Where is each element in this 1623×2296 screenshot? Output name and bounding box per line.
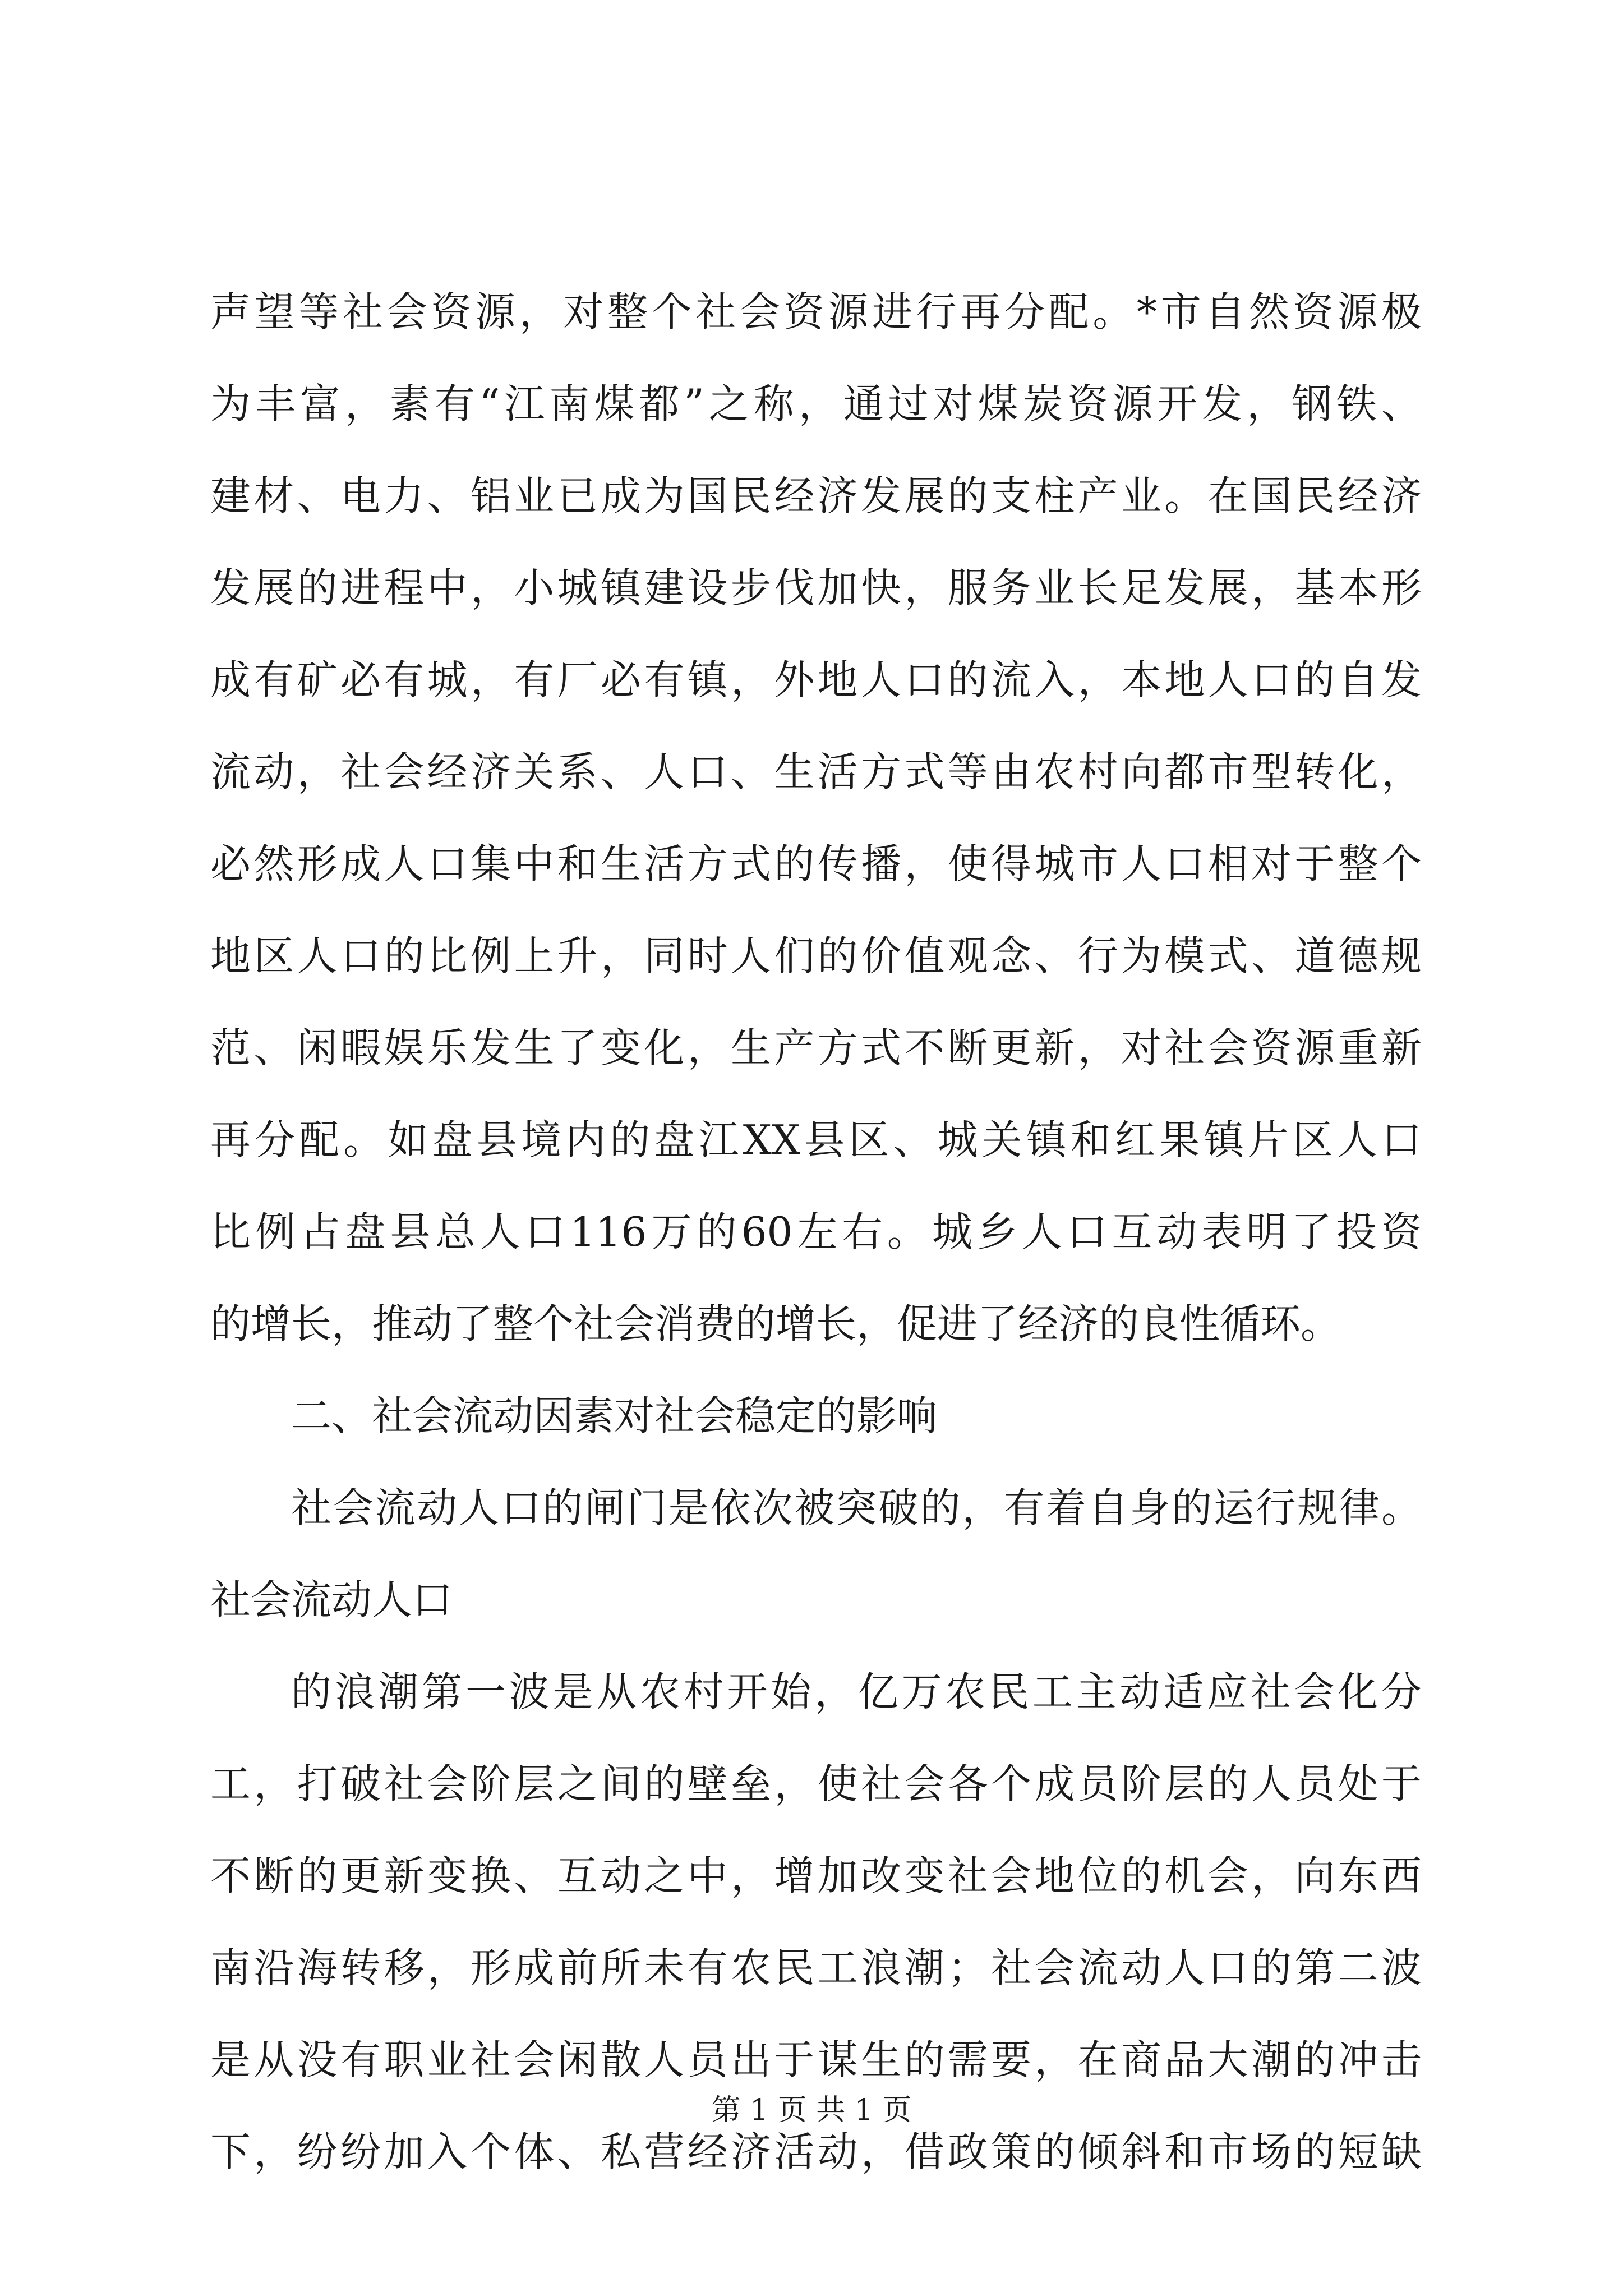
text-line: 不断的更新变换、互动之中，增加改变社会地位的机会，向东西 — [210, 1852, 1422, 1899]
text-line: 范、闲暇娱乐发生了变化，生产方式不断更新，对社会资源重新 — [210, 1024, 1422, 1071]
text-line: 成有矿必有城，有厂必有镇，外地人口的流入，本地人口的自发 — [210, 656, 1422, 703]
text-line: 的增长，推动了整个社会消费的增长，促进了经济的良性循环。 — [210, 1300, 1341, 1347]
text-line: 下，纷纷加入个体、私营经济活动，借政策的倾斜和市场的短缺 — [210, 2128, 1422, 2175]
text-line: 工，打破社会阶层之间的壁垒，使社会各个成员阶层的人员处于 — [210, 1760, 1422, 1807]
text-line: 社会流动人口的闸门是依次被突破的，有着自身的运行规律。 — [291, 1484, 1422, 1531]
text-line: 的浪潮第一波是从农村开始，亿万农民工主动适应社会化分 — [291, 1668, 1422, 1715]
text-line: 是从没有职业社会闲散人员出于谋生的需要，在商品大潮的冲击 — [210, 2036, 1422, 2083]
text-line: 社会流动人口 — [210, 1576, 453, 1623]
text-line: 再分配。如盘县境内的盘江XX县区、城关镇和红果镇片区人口 — [210, 1116, 1422, 1163]
body-text — [210, 288, 1422, 2224]
text-line: 地区人口的比例上升，同时人们的价值观念、行为模式、道德规 — [210, 932, 1422, 979]
page-footer: 第 1 页 共 1 页 — [711, 2093, 912, 2127]
text-line: 流动，社会经济关系、人口、生活方式等由农村向都市型转化， — [210, 748, 1422, 795]
text-line: 南沿海转移，形成前所未有农民工浪潮；社会流动人口的第二波 — [210, 1944, 1422, 1991]
text-line: 建材、电力、铝业已成为国民经济发展的支柱产业。在国民经济 — [210, 472, 1422, 519]
text-line: 发展的进程中，小城镇建设步伐加快，服务业长足发展，基本形 — [210, 564, 1422, 611]
text-line: 比例占盘县总人口116万的60左右。城乡人口互动表明了投资 — [210, 1208, 1422, 1255]
text-line: 必然形成人口集中和生活方式的传播，使得城市人口相对于整个 — [210, 840, 1422, 887]
section-heading: 二、社会流动因素对社会稳定的影响 — [291, 1392, 938, 1439]
text-line: 为丰富，素有“江南煤都”之称，通过对煤炭资源开发，钢铁、 — [210, 380, 1422, 427]
text-line: 声望等社会资源，对整个社会资源进行再分配。*市自然资源极 — [210, 288, 1422, 335]
